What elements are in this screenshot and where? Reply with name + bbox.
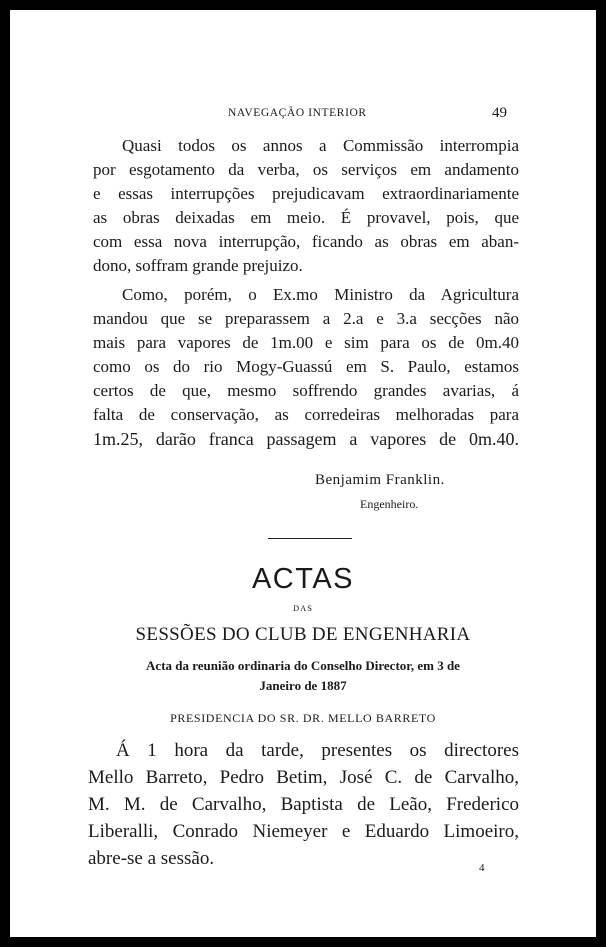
running-title: NAVEGAÇÃO INTERIOR [228, 107, 367, 119]
text-line: mais para vapores de 1m.00 e sim para os de 0m.40 [93, 333, 519, 352]
text-line: Quasi todos os annos a Commissão interrompia [122, 136, 519, 155]
text-line: Mello Barreto, Pedro Betim, José C. de Carvalho, [88, 767, 519, 788]
text-line: por esgotamento da verba, os serviços em andamento [93, 160, 519, 179]
section-subtitle: SESSÕES DO CLUB DE ENGENHARIA [135, 624, 471, 645]
text-line: 1m.25, darão franca passagem a vapores de 0m.40. [93, 429, 519, 449]
signature-role: Engenheiro. [360, 497, 419, 511]
page-number: 49 [492, 105, 507, 121]
text-line: mandou que se preparassem a 2.a e 3.a secções não [93, 309, 519, 328]
section-divider [268, 538, 352, 539]
acta-line: Janeiro de 1887 [259, 678, 347, 693]
text-line: abre-se a sessão. [88, 848, 215, 869]
section-title: ACTAS [251, 563, 355, 595]
text-line: certos de que, mesmo soffrendo grandes avarias, á [93, 381, 519, 400]
signature-name: Benjamim Franklin. [315, 472, 445, 488]
text-line: as obras deixadas em meio. É provavel, pois, que [93, 208, 519, 227]
book-page [10, 10, 596, 937]
text-line: e essas interrupções prejudicavam extraordinariamente [93, 184, 519, 203]
text-line: Como, porém, o Ex.mo Ministro da Agricultura [122, 285, 519, 304]
text-line: falta de conservação, as corredeiras melhoradas para [93, 405, 519, 424]
text-line: Á 1 hora da tarde, presentes os directores [116, 740, 519, 761]
text-line: com essa nova interrupção, ficando as obras em aban- [93, 232, 519, 251]
presidencia-line: PRESIDENCIA DO SR. DR. MELLO BARRETO [170, 711, 436, 725]
text-line: M. M. de Carvalho, Baptista de Leão, Frederico [88, 794, 519, 815]
section-connector: DAS [292, 603, 313, 613]
acta-line: Acta da reunião ordinaria do Conselho Director, em 3 de [146, 658, 460, 673]
signature-mark: 4 [479, 862, 485, 874]
text-line: como os do rio Mogy-Guassú em S. Paulo, estamos [93, 357, 519, 376]
text-line: dono, soffram grande prejuizo. [93, 256, 303, 275]
text-line: Liberalli, Conrado Niemeyer e Eduardo Limoeiro, [88, 821, 519, 842]
